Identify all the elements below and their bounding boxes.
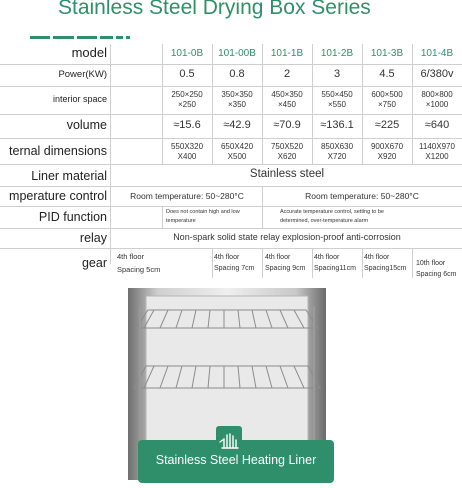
row-power (0, 64, 462, 87)
external-cell: 550X320 X400 (170, 142, 204, 161)
hand-icon (216, 426, 242, 452)
volume-cell: ≈70.9 (273, 119, 301, 131)
label-pid: PID function (38, 210, 107, 224)
row-model (0, 44, 462, 65)
relay-value: Non-spark solid state relay explosion-proof anti-corrosion (173, 232, 401, 242)
row-liner (0, 164, 462, 187)
row-relay (0, 228, 462, 249)
interior-cell: 250×250 ×250 (171, 90, 203, 109)
row-volume (0, 114, 462, 139)
power-cell: 6/380v (420, 68, 454, 80)
temperature-cell: Room temperature: 50~280°C (305, 191, 419, 201)
power-cell: 3 (333, 68, 341, 80)
power-cell: 2 (283, 68, 291, 80)
model-cell: 101-0B (170, 48, 204, 59)
temperature-cell: Room temperature: 50~280°C (130, 191, 244, 201)
model-cell: 101-00B (218, 48, 256, 59)
row-gear (0, 248, 462, 278)
volume-cell: ≈640 (424, 119, 450, 131)
row-interior (0, 86, 462, 115)
label-gear: gear (81, 256, 107, 270)
page-title: Stainless Steel Drying Box Series (58, 0, 371, 19)
interior-cell: 800×800 ×1000 (421, 90, 453, 109)
gear-cell: 4th floor Spacing 7cm (214, 254, 255, 272)
model-cell: 101-1B (270, 48, 304, 59)
model-cell: 101-4B (420, 48, 454, 59)
model-cell: 101-3B (370, 48, 404, 59)
gear-cell: 4th floor Spacing11cm (314, 254, 356, 272)
external-cell: 1140X970 X1200 (419, 142, 455, 161)
pid-cell: Accurate temperature control, setting to be determined, over-temperature alarm (280, 209, 384, 224)
liner-value: Stainless steel (249, 168, 325, 180)
label-volume: volume (66, 118, 107, 132)
external-cell: 850X630 X720 (320, 142, 354, 161)
external-cell: 900X670 X920 (370, 142, 404, 161)
interior-cell: 450×350 ×450 (271, 90, 303, 109)
interior-cell: 600×500 ×750 (371, 90, 403, 109)
volume-cell: ≈42.9 (223, 119, 251, 131)
pid-cell: Does not contain high and low temperature (166, 209, 240, 224)
power-cell: 0.5 (179, 68, 195, 80)
power-cell: 4.5 (379, 68, 395, 80)
power-cell: 0.8 (229, 68, 245, 80)
external-cell: 750X520 X620 (270, 142, 304, 161)
feature-banner-text: Stainless Steel Heating Liner (155, 453, 317, 467)
row-temperature (0, 186, 462, 207)
row-external (0, 138, 462, 165)
label-interior: interior space (52, 94, 107, 104)
gear-cell: 4th floor Spacing15cm (364, 254, 407, 272)
external-cell: 650X420 X500 (220, 142, 254, 161)
interior-cell: 350×350 ×350 (221, 90, 253, 109)
title-underline (30, 36, 130, 39)
label-liner: Liner material (31, 169, 107, 183)
label-relay: relay (79, 231, 107, 245)
gear-cell: 4th floor Spacing 5cm (117, 252, 161, 274)
label-model: model (71, 45, 107, 60)
gear-cell: 10th floor Spacing 6cm (416, 260, 457, 278)
label-power: Power(KW) (58, 69, 107, 80)
model-cell: 101-2B (320, 48, 354, 59)
label-external: ternal dimensions (9, 144, 107, 158)
volume-cell: ≈15.6 (173, 119, 201, 131)
row-pid (0, 206, 462, 229)
volume-cell: ≈136.1 (320, 119, 354, 131)
gear-cell: 4th floor Spacing 9cm (265, 254, 306, 272)
volume-cell: ≈225 (374, 119, 400, 131)
label-temperature: mperature control (9, 189, 107, 203)
interior-cell: 550×450 ×550 (321, 90, 353, 109)
